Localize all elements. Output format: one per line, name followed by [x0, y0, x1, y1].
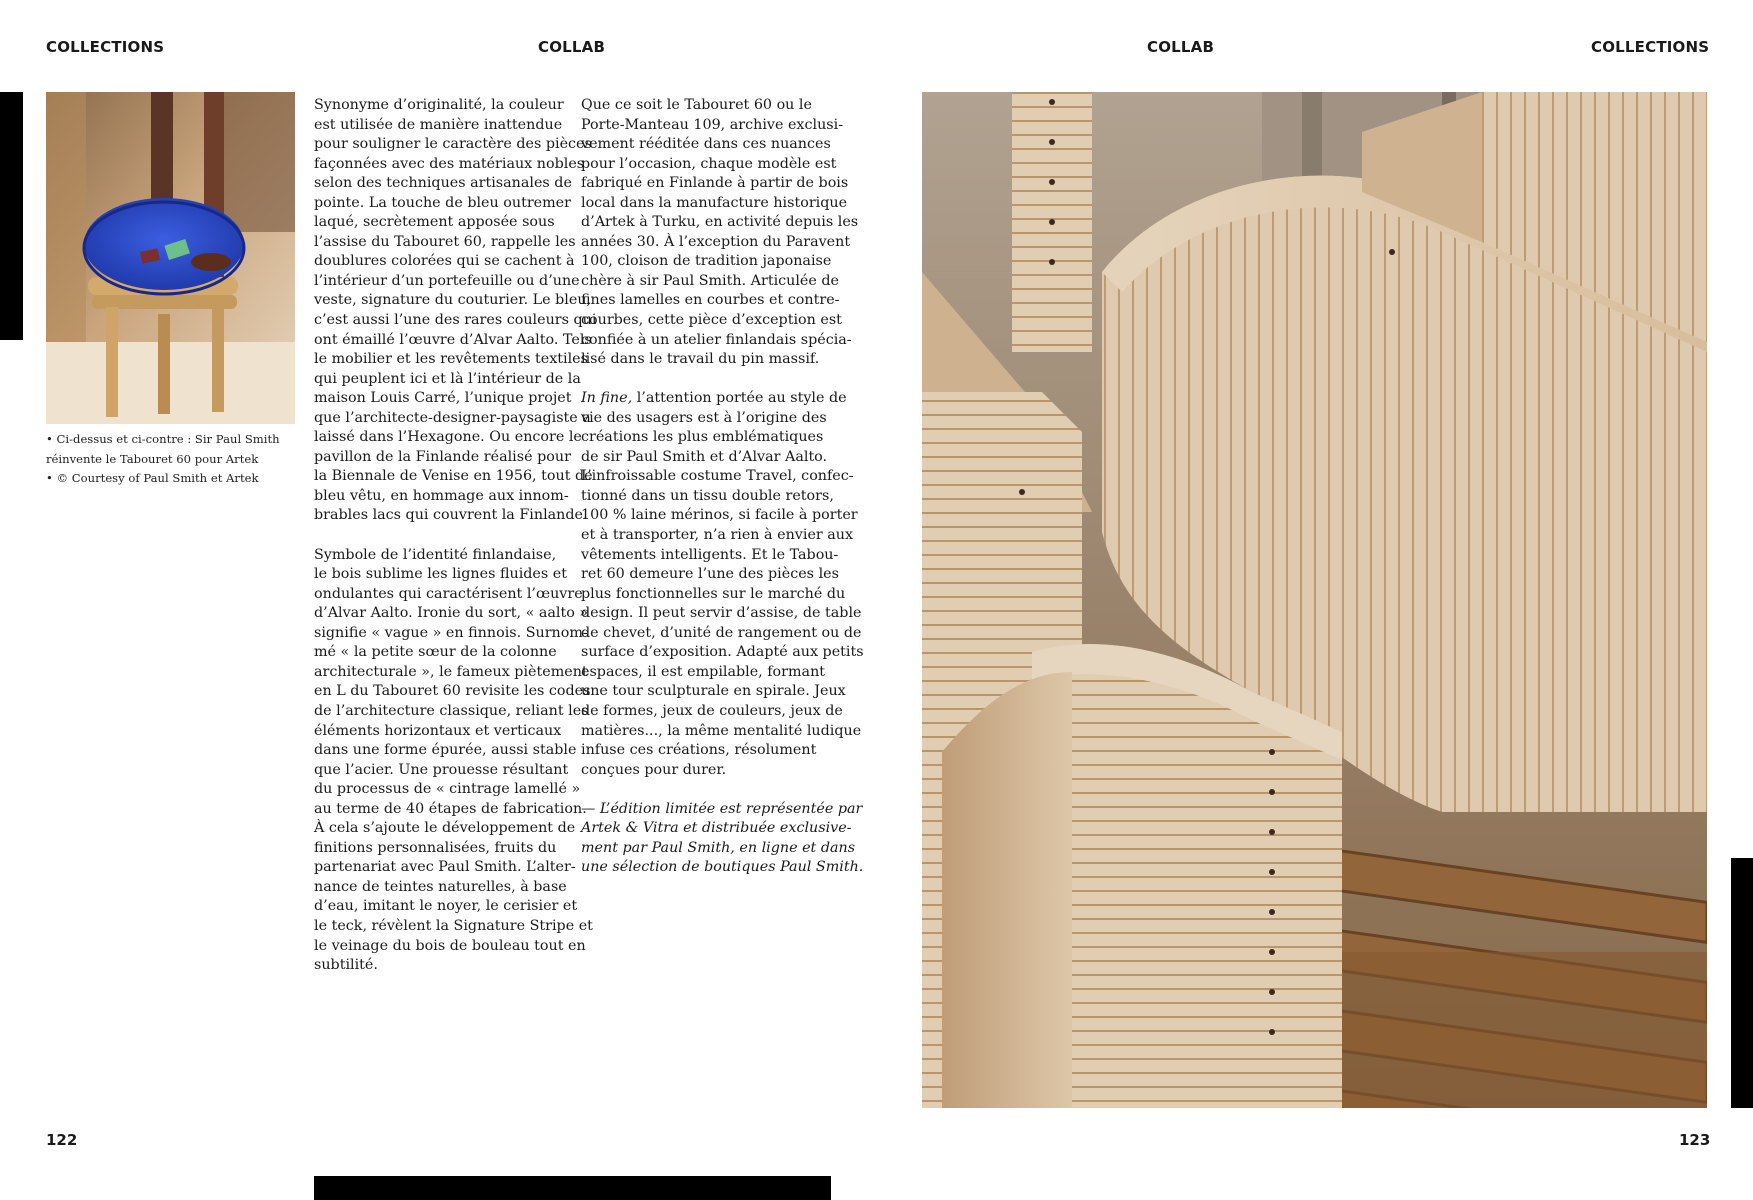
text-line: de formes, jeux de couleurs, jeux de [581, 702, 843, 719]
text-line: infuse ces créations, résolument [581, 742, 817, 759]
text-line: bleu vêtu, en hommage aux innom- [314, 487, 569, 504]
header-section-left: COLLECTIONS [46, 38, 165, 56]
text-line: tionné dans un tissu double retors, [581, 487, 834, 504]
text-line: de sir Paul Smith et d’Alvar Aalto. [581, 448, 828, 465]
text-line [581, 389, 847, 409]
text-line: est utilisée de manière inattendue [314, 116, 563, 133]
text-line: une sélection de boutiques Paul Smith. [581, 859, 864, 876]
text-line: d’eau, imitant le noyer, le cerisier et [314, 898, 578, 915]
text-line: l’intérieur d’un portefeuille ou d’une [314, 272, 580, 289]
column2-paragraph-1 [581, 96, 859, 370]
column2-paragraph-2 [581, 389, 864, 780]
text-line: architecturale », le fameux piètement [314, 663, 588, 680]
text-line: local dans la manufacture historique [581, 194, 848, 211]
text-line: Synonyme d’originalité, la couleur [314, 97, 564, 113]
text-line: d’Alvar Aalto. Ironie du sort, « aalto » [314, 605, 589, 622]
text-line: courbes, cette pièce d’exception est [581, 312, 842, 329]
text-line: dans une forme épurée, aussi stable [314, 742, 577, 759]
header-rubric-right: COLLAB [1147, 38, 1215, 56]
text-line: espaces, il est empilable, formant [581, 663, 826, 680]
text-line: lisé dans le travail du pin massif. [581, 351, 820, 368]
text-line: ret 60 demeure l’une des pièces les [581, 566, 839, 583]
text-line: vie des usagers est à l’origine des [581, 409, 827, 426]
text-line: créations les plus emblématiques [581, 429, 824, 446]
text-line: vêtements intelligents. Et le Tabou- [581, 546, 839, 563]
text-line: — L’édition limitée est représentée par [581, 800, 863, 817]
header-rubric-left: COLLAB [538, 38, 606, 56]
text-line: Porte-Manteau 109, archive exclusi- [581, 116, 844, 133]
text-line: L’infroissable costume Travel, confec- [581, 468, 854, 485]
text-line: Que ce soit le Tabouret 60 ou le [581, 97, 812, 113]
lead-rest: l’attention portée au style de [632, 390, 847, 407]
text-line: design. Il peut servir d’assise, de table [581, 605, 862, 622]
text-line: pour souligner le caractère des pièces [314, 136, 592, 153]
text-line: fabriqué en Finlande à partir de bois [581, 175, 849, 192]
text-line: une tour sculpturale en spirale. Jeux [581, 683, 846, 700]
text-line: doublures colorées qui se cachent à [314, 253, 575, 270]
text-line: de chevet, d’unité de rangement ou de [581, 624, 862, 641]
text-column-1 [314, 96, 597, 995]
column1-paragraph-2 [314, 546, 593, 976]
text-line: la Biennale de Venise en 1956, tout de [314, 468, 593, 485]
text-line: finitions personnalisées, fruits du [314, 839, 557, 856]
text-line: Artek & Vitra et distribuée exclusive- [581, 820, 852, 837]
text-line: l’assise du Tabouret 60, rappelle les [314, 233, 576, 250]
bottom-bar [314, 1176, 831, 1200]
text-line: le veinage du bois de bouleau tout en [314, 937, 586, 954]
text-line: veste, signature du couturier. Le bleu, [314, 292, 592, 309]
left-edge-bar [0, 92, 23, 340]
text-line: mé « la petite sœur de la colonne [314, 644, 557, 661]
text-line: maison Louis Carré, l’unique projet [314, 390, 572, 407]
text-line: partenariat avec Paul Smith. L’alter- [314, 859, 576, 876]
text-line: selon des techniques artisanales de [314, 175, 572, 192]
text-line: subtilité. [314, 957, 378, 974]
text-line: pointe. La touche de bleu outremer [314, 194, 571, 211]
text-line: le teck, révèlent la Signature Stripe et [314, 917, 593, 934]
caption-line: • Ci-dessus et ci-contre : Sir Paul Smith [46, 432, 280, 446]
text-line: ont émaillé l’œuvre d’Alvar Aalto. Tels [314, 331, 592, 348]
text-line: d’Artek à Turku, en activité depuis les [581, 214, 859, 231]
text-line: ment par Paul Smith, en ligne et dans [581, 839, 856, 856]
text-line: en L du Tabouret 60 revisite les codes [314, 683, 591, 700]
text-line: que l’acier. Une prouesse résultant [314, 761, 569, 778]
text-line: nance de teintes naturelles, à base [314, 878, 567, 895]
text-line: laqué, secrètement apposée sous [314, 214, 555, 231]
text-line: vement rééditée dans ces nuances [581, 136, 831, 153]
text-line: qui peuplent ici et là l’intérieur de la [314, 370, 581, 387]
text-line: signifie « vague » en finnois. Surnom- [314, 624, 588, 641]
text-line: surface d’exposition. Adapté aux petits [581, 644, 864, 661]
photo-caption [46, 430, 296, 489]
text-line: années 30. À l’exception du Paravent [581, 233, 851, 250]
text-line: confiée à un atelier finlandais spécia- [581, 331, 852, 348]
text-line: le bois sublime les lignes fluides et [314, 566, 567, 583]
text-line: et à transporter, n’a rien à envier aux [581, 527, 854, 544]
text-line: chère à sir Paul Smith. Articulée de [581, 272, 840, 289]
text-line: laissé dans l’Hexagone. Ou encore le [314, 429, 582, 446]
text-line: matières..., la même mentalité ludique [581, 722, 862, 739]
right-edge-bar [1731, 858, 1753, 1108]
text-line: conçues pour durer. [581, 761, 727, 778]
text-line: du processus de « cintrage lamellé » [314, 781, 581, 798]
text-line: au terme de 40 étapes de fabrication. [314, 800, 587, 817]
page-number-left: 122 [46, 1131, 78, 1149]
lead-italic: In fine, [581, 390, 633, 407]
text-line: brables lacs qui couvrent la Finlande. [314, 507, 588, 524]
text-column-2 [581, 96, 864, 897]
text-line: éléments horizontaux et verticaux [314, 722, 562, 739]
text-line: 100 % laine mérinos, si facile à porter [581, 507, 858, 524]
page-number-right: 123 [1679, 1131, 1711, 1149]
text-line: le mobilier et les revêtements textiles [314, 351, 588, 368]
text-line: façonnées avec des matériaux nobles [314, 155, 585, 172]
text-line: plus fonctionnelles sur le marché du [581, 585, 846, 602]
header-section-right: COLLECTIONS [1591, 38, 1710, 56]
caption-line: réinvente le Tabouret 60 pour Artek [46, 451, 259, 466]
text-line: c’est aussi l’une des rares couleurs qui [314, 312, 597, 329]
text-line: pour l’occasion, chaque modèle est [581, 155, 837, 172]
stool-photo [46, 92, 295, 424]
text-line: 100, cloison de tradition japonaise [581, 253, 832, 270]
text-line: À cela s’ajoute le développement de [314, 820, 576, 837]
text-line: pavillon de la Finlande réalisé pour [314, 448, 571, 465]
text-line: Symbole de l’identité finlandaise, [314, 546, 557, 563]
availability-note [581, 800, 864, 878]
column1-paragraph-1 [314, 96, 597, 526]
text-line: de l’architecture classique, reliant les [314, 702, 589, 719]
caption-line: • © Courtesy of Paul Smith et Artek [46, 471, 259, 485]
text-line: que l’architecte-designer-paysagiste a [314, 409, 591, 426]
text-line: ondulantes qui caractérisent l’œuvre [314, 585, 583, 602]
workshop-photo [922, 92, 1707, 1108]
text-line: fines lamelles en courbes et contre- [581, 292, 840, 309]
